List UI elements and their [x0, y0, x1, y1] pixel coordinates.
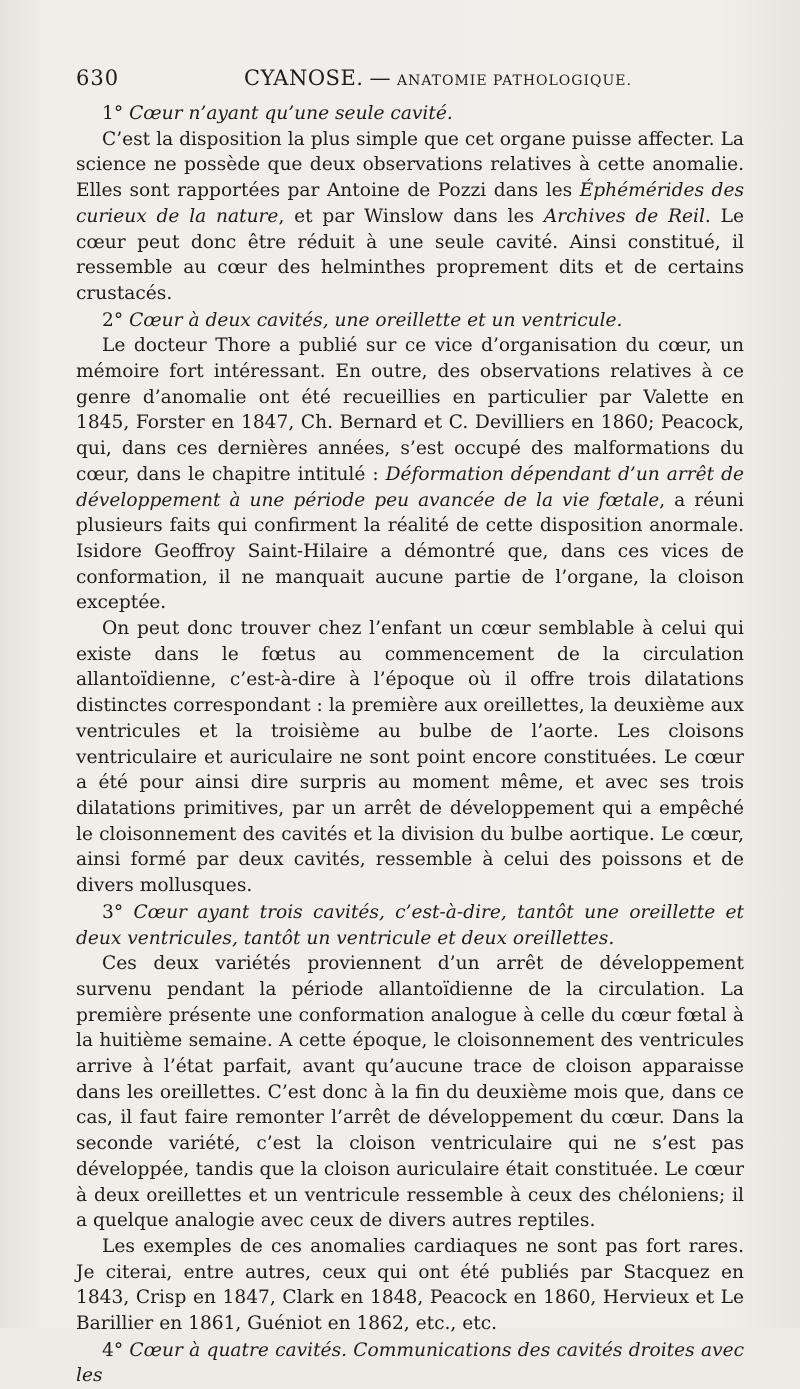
title-separator: — — [369, 66, 391, 90]
italic-title: Déformation dépendant d’un arrêt de développement à une période peu avancée de la vie fœtale — [76, 463, 744, 511]
chapter-subtitle: ANATOMIE PATHOLOGIQUE. — [396, 73, 632, 89]
text-run: . Le cœur peut donc être réduit à une seule cavité. Ainsi constitué, il ressemble au cœur des helminthes proprement dits et de certains crustacés. — [76, 205, 744, 304]
paragraph: Ces deux variétés proviennent d’un arrêt de développement survenu pendant la période allantoïdienne de la circulation. La première présente une conformation analogue à celle du cœur fœtal à la huitième semaine. A cette époque, le cloisonnement des ventricules arrive à l’état parfait, avant qu’aucune trace de cloison apparaisse dans les oreillettes. C’est donc à la fin du deuxième mois que, dans ce cas, il faut faire remonter l’arrêt de développement du cœur. Dans la seconde variété, c’est la cloison ventriculaire qui ne s’est pas développée, tandis que la cloison auriculaire était constituée. Le cœur à deux oreillettes et un ventricule ressemble à ceux des chéloniens; il a quelque analogie avec ceux de divers autres reptiles. — [76, 953, 744, 1232]
paragraph: On peut donc trouver chez l’enfant un cœur semblable à celui qui existe dans le fœtus au commencement de la circulation allantoïdienne, c’est-à-dire à l’époque où il offre trois dilatations distinctes correspondant : la première aux oreillettes, la deuxième aux ventricules et la troisième au bulbe de l’aorte. Les cloisons ventriculaire et auriculaire ne sont point encore constituées. Le cœur a été pour ainsi dire surpris au moment même, et avec ses trois dilatations primitives, par un arrêt de développement qui a empêché le cloisonnement des cavités et la division du bulbe aortique. Le cœur, ainsi formé par deux cavités, ressemble à celui des poissons et de divers mollusques. — [76, 618, 744, 897]
section-title: Cœur à quatre cavités. Communications des cavités droites avec les — [76, 1339, 744, 1387]
running-title — [244, 66, 632, 90]
chapter-title: CYANOSE. — [244, 66, 364, 90]
italic-title: Éphémérides des curieux de la nature — [76, 180, 744, 227]
paragraph — [76, 333, 744, 616]
section-number: 2° — [102, 309, 124, 331]
text-run: C’est la disposition la plus simple que cet organe puisse affecter. La science ne possède que deux observations relatives à cette anomalie. Elles sont rapportées par Antoine de Pozzi dans les — [76, 128, 744, 202]
paragraph: Les exemples de ces anomalies cardiaques ne sont pas fort rares. Je citerai, entre autres, ceux qui ont été publiés par Stacquez en 1843, Crisp en 1847, Clark en 1848, Peacock en 1860, Hervieux et Le Barillier en 1861, Guéniot en 1862, etc., etc. — [76, 1235, 744, 1335]
section-title: Cœur à deux cavités, une oreillette et un ventricule. — [129, 309, 623, 331]
running-header — [76, 66, 744, 96]
text-run: , et par Winslow dans les — [278, 205, 544, 227]
bleed-through-text — [78, 38, 84, 57]
section-number: 4° — [102, 1339, 124, 1361]
italic-title: Archives de Reil — [543, 205, 705, 227]
section-title: Cœur n’ayant qu’une seule cavité. — [129, 103, 453, 124]
section-heading-3 — [76, 900, 744, 951]
page-body — [76, 100, 744, 1389]
section-heading-2 — [76, 308, 744, 334]
section-heading-1 — [76, 101, 744, 127]
section-heading-4 — [76, 1338, 744, 1389]
section-number: 1° — [102, 103, 124, 124]
page-number: 630 — [76, 66, 120, 90]
section-title: Cœur ayant trois cavités, c’est-à-dire, tantôt une oreillette et deux ventricules, tantôt un ventricule et deux oreillettes. — [76, 901, 744, 949]
text-run: , a réuni plusieurs faits qui confirment la réalité de cette disposition anormale. Isidore Geoffroy Saint-Hilaire a démontré que, dans ces vices de conformation, il ne manquait aucune partie de l’organe, la cloison exceptée. — [76, 489, 744, 614]
text-run: Le docteur Thore a publié sur ce vice d’organisation du cœur, un mémoire fort intéressant. En outre, des observations relatives à ce genre d’anomalie ont été recueillies en particulier par Valette en 1845, Forster en 1847, Ch. Bernard et C. Devilliers en 1860; Peacock, qui, dans ces dernières années, s’est occupé des malformations du cœur, dans le chapitre intitulé : — [76, 335, 744, 485]
paragraph — [76, 127, 744, 307]
section-number: 3° — [102, 901, 124, 923]
